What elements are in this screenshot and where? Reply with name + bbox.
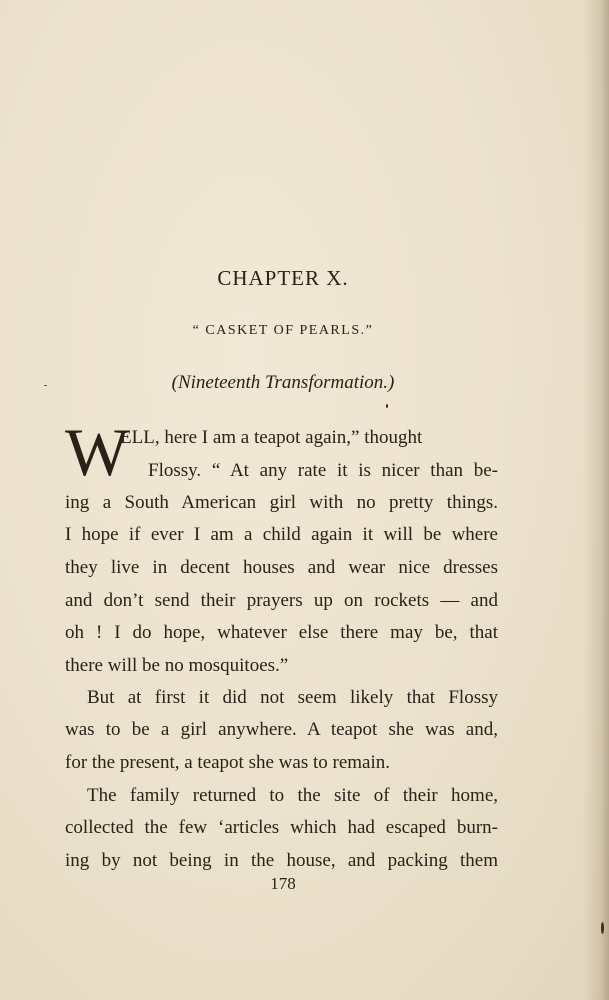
drop-cap: W [65,414,130,490]
text-line: I hope if ever I am a child again it will be where [65,524,498,545]
text-line: and don’t send their prayers up on rockets — and [65,590,498,611]
text-line: for the present, a teapot she was to remain. [65,752,390,773]
text-line: ing by not being in the house, and packing them [65,850,498,871]
text-line: collected the few ‘articles which had escaped burn- [65,817,498,838]
text-line: ELL, here I am a teapot again,” thought [120,427,423,448]
text-line: But at first it did not seem likely that Flossy [87,687,498,708]
text-line: Flossy. “ At any rate it is nicer than be- [148,460,498,481]
text-line: ing a South American girl with no pretty things. [65,492,498,513]
chapter-title: CHAPTER X. [217,266,349,290]
page-edge-shadow [583,0,609,1000]
chapter-subtitle: “ CASKET OF PEARLS.” [192,323,374,338]
page-number: 178 [270,874,296,893]
text-line: The family returned to the site of their home, [87,785,498,806]
text-line: they live in decent houses and wear nice dresses [65,557,498,578]
ink-speck [44,385,47,386]
text-line: there will be no mosquitoes.” [65,655,289,676]
ink-speck [601,922,604,934]
text-line: oh ! I do hope, whatever else there may be, that [65,622,498,643]
transformation-heading: (Nineteenth Transformation.) [171,372,395,393]
text-line: was to be a girl anywhere. A teapot she was and, [65,719,498,740]
ink-speck [386,404,388,408]
body-text [65,0,498,1000]
